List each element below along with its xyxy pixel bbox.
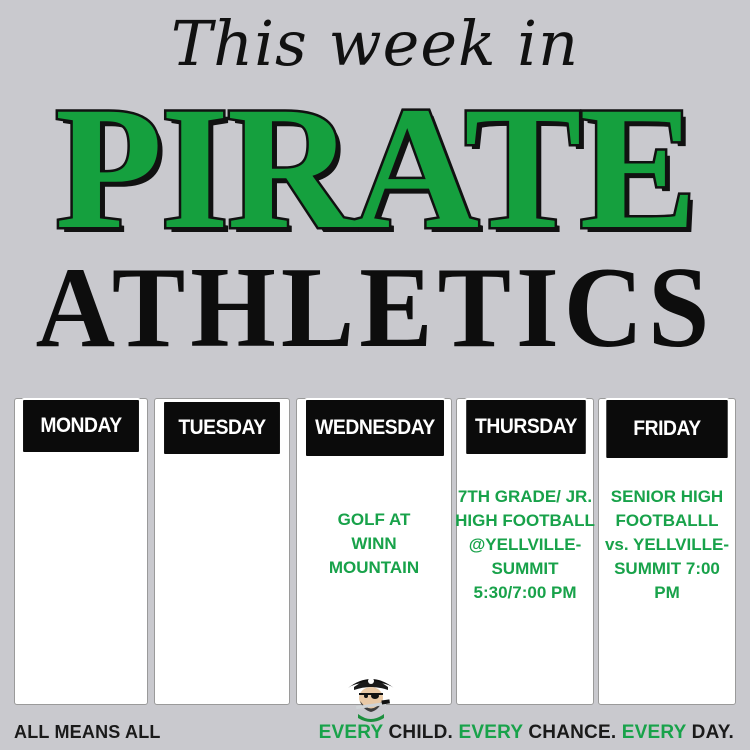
motto-chance: CHANCE. [522,722,622,743]
day-header-friday: FRIDAY [604,398,729,460]
day-header-monday: MONDAY [21,398,141,454]
motto-every-2: EVERY [458,722,523,743]
motto-every-1: EVERY [318,722,383,743]
event-thursday: 7TH GRADE/ JR. HIGH FOOTBALL @YELLVILLE- SUMMIT 5:30/7:00 PM [455,487,595,602]
day-header-thursday: THURSDAY [464,398,587,456]
event-friday: SENIOR HIGH FOOTBALLL vs. YELLVILLE- SUMMIT 7:00 PM [604,487,730,602]
footer-slogan-left: ALL MEANS ALL [14,722,161,742]
title-script: This week in [170,7,580,80]
motto-day: DAY. [686,722,734,743]
day-header-tuesday: TUESDAY [162,400,282,456]
title-pirate: PIRATE [55,71,695,266]
title-athletics: ATHLETICS [35,242,715,372]
footer-motto [319,722,734,744]
event-wednesday: GOLF AT WINN MOUNTAIN [328,510,420,577]
motto-child: CHILD. [383,722,459,743]
day-header-wednesday: WEDNESDAY [304,398,446,458]
pirate-mascot-icon [346,668,396,724]
motto-every-3: EVERY [621,722,687,743]
